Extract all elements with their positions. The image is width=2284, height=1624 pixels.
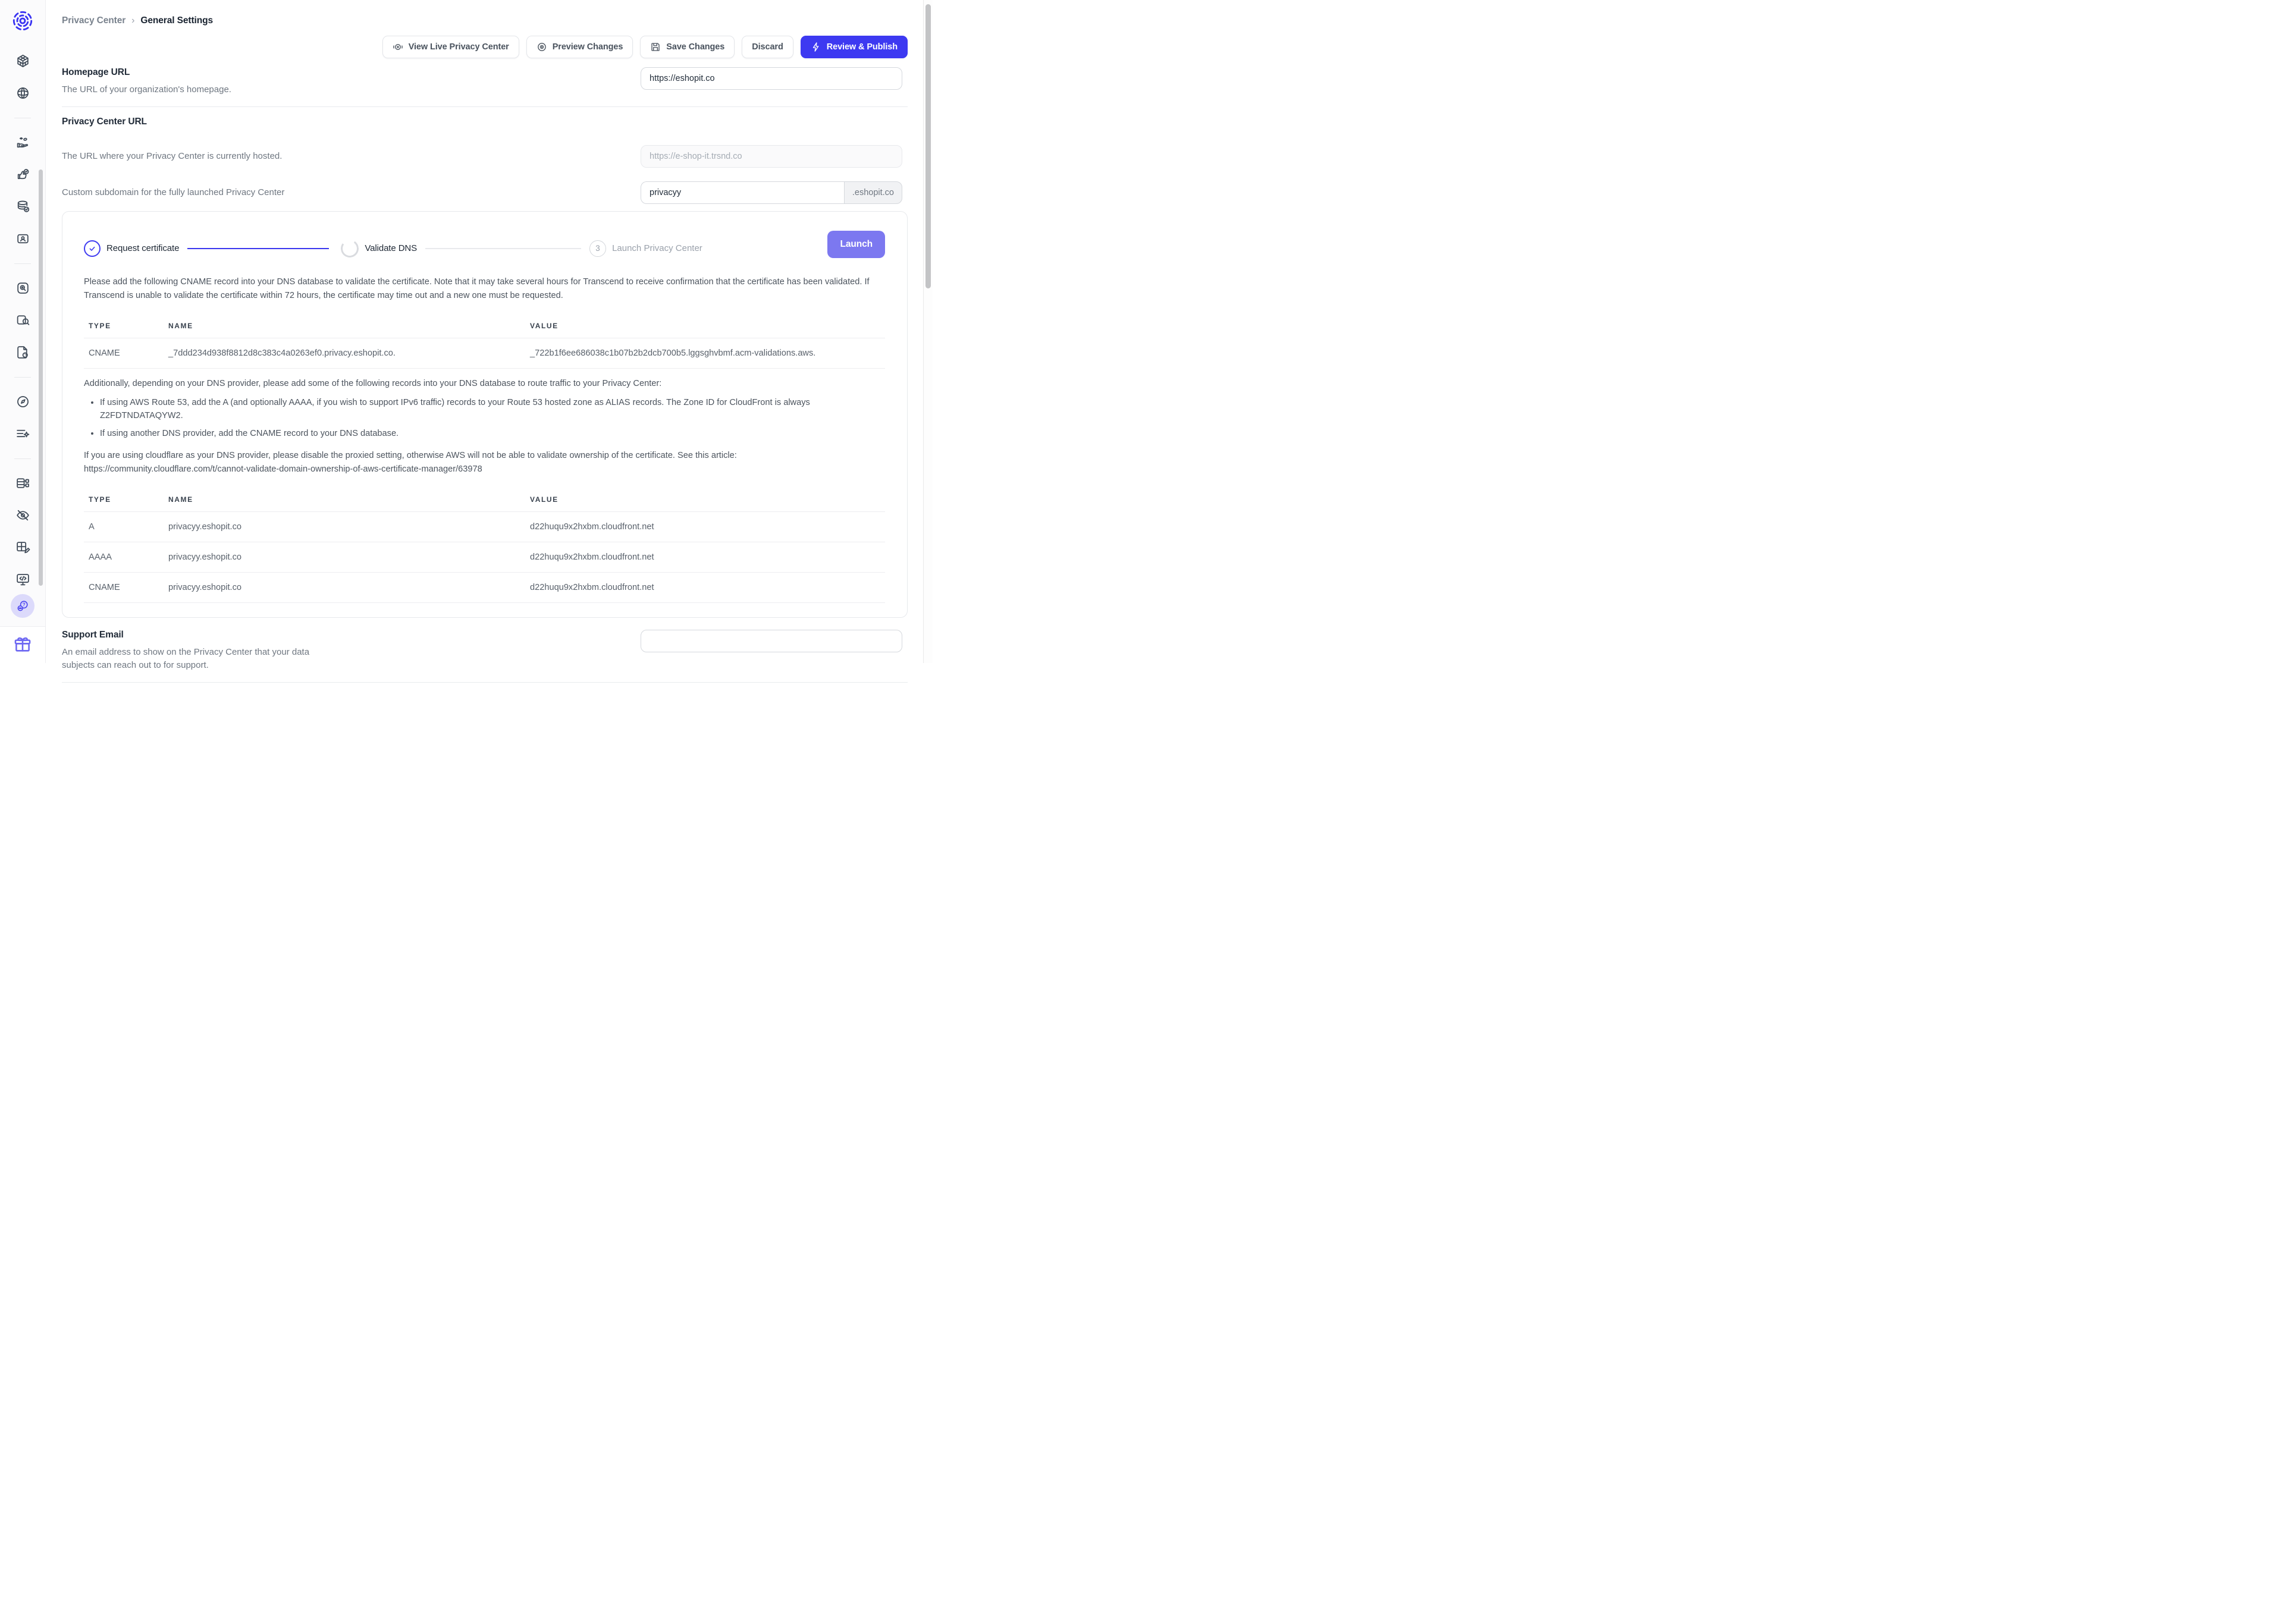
sidebar-nav xyxy=(14,52,31,603)
sidebar-item-privacy-center[interactable] xyxy=(14,393,31,410)
subdomain-suffix: .eshopit.co xyxy=(844,181,902,204)
hosted-url-row xyxy=(62,145,908,168)
sidebar-divider xyxy=(14,263,31,264)
list-item: • If using AWS Route 53, add the A (and optionally AAAA, if you wish to support IPv6 traffic) records to your Route 53 hosted zone as ALIAS records. The Zone ID for CloudFront is always Z2FDTNDATAQYW2. xyxy=(100,396,885,423)
help-chat-icon xyxy=(15,599,30,613)
compass-icon xyxy=(15,394,30,409)
subdomain-input[interactable] xyxy=(641,181,844,204)
step-number-badge: 3 xyxy=(589,240,606,257)
record-type: CNAME xyxy=(84,572,164,602)
launch-button[interactable]: Launch xyxy=(827,231,885,258)
hosted-url-input xyxy=(641,145,902,168)
transcend-logo-icon[interactable] xyxy=(11,10,34,32)
sidebar-item-data-inventory[interactable] xyxy=(14,52,31,69)
step-launch-privacy-center-label: Launch Privacy Center xyxy=(612,243,702,254)
hosted-url-description: The URL where your Privacy Center is currently hosted. xyxy=(62,150,283,161)
breadcrumb-separator: › xyxy=(131,15,135,26)
privacy-center-url-label: Privacy Center URL xyxy=(62,116,147,127)
record-value: d22huqu9x2hxbm.cloudfront.net xyxy=(525,572,885,602)
sidebar-item-data-collection[interactable] xyxy=(14,134,31,150)
preview-changes-button[interactable] xyxy=(526,36,633,58)
record-name: privacyy.eshopit.co xyxy=(164,572,525,602)
divider xyxy=(62,682,908,683)
homepage-url-info xyxy=(62,67,231,96)
sidebar-footer xyxy=(0,626,45,663)
column-header-value: VALUE xyxy=(525,486,885,512)
sidebar-scrollbar-thumb[interactable] xyxy=(39,169,43,586)
sidebar-item-developer[interactable] xyxy=(14,571,31,588)
sidebar-item-suppression[interactable] xyxy=(14,507,31,523)
loading-spinner-icon xyxy=(340,238,360,259)
browser-search-icon xyxy=(15,281,30,296)
bolt-icon xyxy=(811,42,821,52)
dns-intro-text: Please add the following CNAME record into your DNS database to validate the certificate. Note that it may take several hours for Transcend to receive confirmation that the certificate has been validated. If Transcend is unable to validate the certificate within 72 hours, the certificate may time out and a new one must be requested. xyxy=(84,277,870,301)
stepper-connector-done xyxy=(187,248,329,249)
homepage-url-input[interactable] xyxy=(641,67,902,90)
subdomain-row xyxy=(62,181,908,204)
eye-scan-icon xyxy=(393,42,403,52)
main-content xyxy=(46,0,933,670)
database-check-icon xyxy=(15,199,30,214)
homepage-url-description: The URL of your organization's homepage. xyxy=(62,84,231,95)
table-row xyxy=(84,338,885,369)
record-type: AAAA xyxy=(84,542,164,572)
save-changes-label: Save Changes xyxy=(666,42,725,52)
breadcrumb-privacy-center[interactable]: Privacy Center xyxy=(62,15,126,26)
check-icon xyxy=(87,244,97,253)
sidebar-item-data-silos[interactable] xyxy=(14,198,31,215)
step-validate-dns-label: Validate DNS xyxy=(365,243,418,254)
monitor-code-icon xyxy=(15,572,30,587)
column-header-name: NAME xyxy=(164,486,525,512)
sidebar-item-privacy-requests[interactable] xyxy=(14,279,31,296)
sidebar-item-consent[interactable] xyxy=(14,166,31,183)
routing-records-table xyxy=(84,486,885,603)
page-title: General Settings xyxy=(140,15,213,26)
table-edit-icon xyxy=(15,540,30,555)
sidebar-divider xyxy=(14,377,31,378)
support-email-input[interactable] xyxy=(641,630,902,652)
preview-changes-label: Preview Changes xyxy=(552,42,623,52)
record-type: A xyxy=(84,511,164,542)
id-card-icon xyxy=(15,231,30,246)
stepper-connector-pending xyxy=(425,248,581,249)
record-value: _722b1f6ee686038c1b07b2b2dcb700b5.lggsghvbmf.acm-validations.aws. xyxy=(525,338,885,369)
column-header-type: TYPE xyxy=(84,486,164,512)
breadcrumb xyxy=(62,0,908,26)
record-type: CNAME xyxy=(84,338,164,369)
dns-additional-text: Additionally, depending on your DNS provider, please add some of the following records into your DNS database to route traffic to your Privacy Center: xyxy=(84,379,662,389)
support-email-info xyxy=(62,630,312,672)
sidebar-item-data-flows[interactable] xyxy=(14,475,31,491)
sidebar-divider xyxy=(14,458,31,459)
table-header-row xyxy=(84,486,885,512)
table-row xyxy=(84,542,885,572)
toolbar xyxy=(62,36,908,58)
svg-text:?: ? xyxy=(24,353,26,357)
sidebar-item-privacy-web[interactable] xyxy=(14,84,31,101)
list-sparkle-icon xyxy=(15,426,30,441)
dns-launch-card xyxy=(62,211,908,618)
cube-icon xyxy=(15,54,30,68)
table-row xyxy=(84,511,885,542)
window-scrollbar[interactable] xyxy=(923,0,933,663)
validation-records-table xyxy=(84,313,885,369)
divider xyxy=(62,106,908,107)
review-publish-label: Review & Publish xyxy=(826,42,898,52)
homepage-url-label: Homepage URL xyxy=(62,67,130,77)
homepage-url-row xyxy=(62,67,908,96)
launch-stepper xyxy=(84,212,885,262)
support-email-row xyxy=(62,630,908,672)
support-email-description: An email address to show on the Privacy Center that your data subjects can reach out to for support. xyxy=(62,646,310,670)
step-request-certificate-label: Request certificate xyxy=(106,243,180,254)
view-live-privacy-center-button[interactable] xyxy=(382,36,519,58)
whats-new-button[interactable] xyxy=(12,634,33,656)
hand-data-icon xyxy=(15,135,30,150)
app-window xyxy=(0,0,933,670)
subdomain-description: Custom subdomain for the fully launched Privacy Center xyxy=(62,187,285,197)
folder-search-icon xyxy=(15,313,30,328)
review-publish-button[interactable] xyxy=(801,36,908,58)
svg-text:?: ? xyxy=(22,602,26,608)
document-question-icon xyxy=(15,345,30,360)
view-live-label: View Live Privacy Center xyxy=(408,42,509,52)
discard-label: Discard xyxy=(752,42,783,52)
column-header-type: TYPE xyxy=(84,313,164,338)
sidebar-item-policies[interactable] xyxy=(14,344,31,360)
eye-slash-icon xyxy=(15,508,30,523)
step-complete-icon xyxy=(84,240,101,257)
sidebar-item-workflows[interactable] xyxy=(14,425,31,442)
help-button[interactable] xyxy=(11,594,34,618)
sidebar-item-data-lookup[interactable] xyxy=(14,312,31,328)
sidebar-item-datapoints[interactable] xyxy=(14,539,31,555)
table-header-row xyxy=(84,313,885,338)
discard-button[interactable] xyxy=(742,36,793,58)
sidebar-item-identifiers[interactable] xyxy=(14,230,31,247)
save-icon xyxy=(650,42,661,52)
record-value: d22huqu9x2hxbm.cloudfront.net xyxy=(525,511,885,542)
cloudflare-note-text: If you are using cloudflare as your DNS provider, please disable the proxied setting, otherwise AWS will not be able to validate ownership of the certificate. See this article: https://community.cloudflare.com/t/cannot-validate-domain-ownership-of-aws-certificate-manager/63978 xyxy=(84,450,737,475)
consent-check-icon xyxy=(15,167,30,182)
record-name: privacyy.eshopit.co xyxy=(164,511,525,542)
support-email-label: Support Email xyxy=(62,629,124,640)
table-nodes-icon xyxy=(15,476,30,491)
record-name: _7ddd234d938f8812d8c383c4a0263ef0.privacy.eshopit.co. xyxy=(164,338,525,369)
record-name: privacyy.eshopit.co xyxy=(164,542,525,572)
list-item: • If using another DNS provider, add the CNAME record to your DNS database. xyxy=(100,427,885,441)
globe-icon xyxy=(15,86,30,100)
record-value: d22huqu9x2hxbm.cloudfront.net xyxy=(525,542,885,572)
column-header-name: NAME xyxy=(164,313,525,338)
gift-icon xyxy=(12,634,33,654)
column-header-value: VALUE xyxy=(525,313,885,338)
window-scrollbar-thumb[interactable] xyxy=(925,4,931,288)
table-row xyxy=(84,572,885,602)
dns-bullet-list xyxy=(100,396,885,441)
eye-icon xyxy=(537,42,547,52)
sidebar xyxy=(0,0,46,663)
save-changes-button[interactable] xyxy=(640,36,735,58)
